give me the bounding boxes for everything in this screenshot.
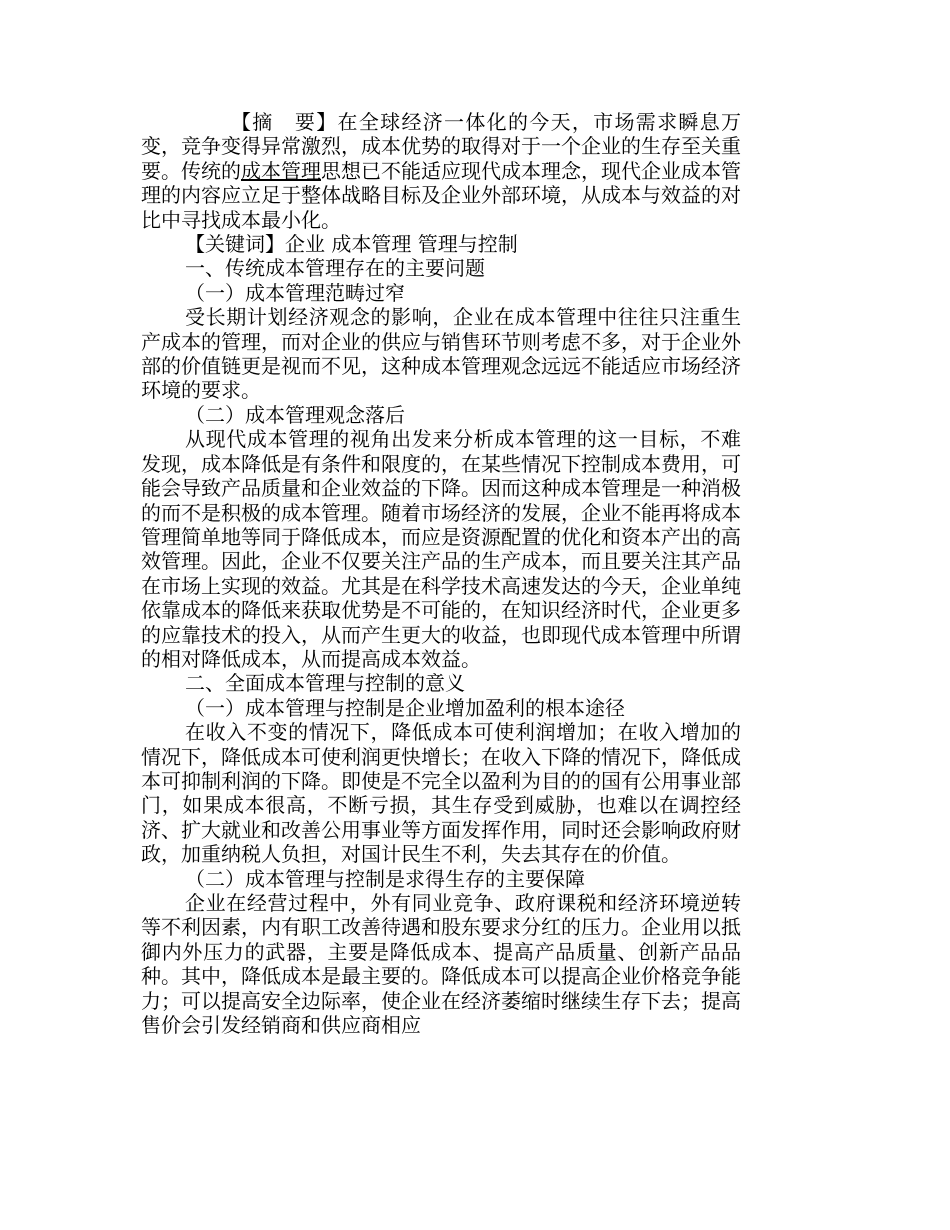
section-2-heading: 二、全面成本管理与控制的意义 [185,671,465,696]
document-body [141,110,741,1037]
cost-management-link[interactable]: 成本管理 [241,158,321,183]
abstract-label: 【摘 要】 [231,110,338,134]
section-1-2-paragraph: 从现代成本管理的视角出发来分析成本管理的这一目标，不难发现，成本降低是有条件和限度的，在某些情况下控制成本费用，可能会导致产品质量和企业效益的下降。因而这种成本管理是一种消极的而不是积极的成本管理。随着市场经济的发展，企业不能再将成本管理简单地等同于降低成本，而应是资源配置的优化和资本产出的高效管理。因此，企业不仅要关注产品的生产成本，而且要关注其产品在市场上实现的效益。尤其是在科学技术高速发达的今天，企业单纯依靠成本的降低来获取优势是不可能的，在知识经济时代，企业更多的应靠技术的投入，从而产生更大的收益，也即现代成本管理中所谓的相对降低成本，从而提高成本效益。 [141,427,741,671]
abstract-text-1: 在全球经济一体化的今天，市场需求瞬息万变，竞争变得异常激烈，成本优势的取得对于一个企业的生存至关重要。传统的 [141,110,742,183]
section-2-1-paragraph: 在收入不变的情况下，降低成本可使利润增加；在收入增加的情况下，降低成本可使利润更快增长；在收入下降的情况下，降低成本可抑制利润的下降。即使是不完全以盈利为目的的国有公用事业部门，如果成本很高，不断亏损，其生存受到威胁，也难以在调控经济、扩大就业和改善公用事业等方面发挥作用，同时还会影响政府财政，加重纳税人负担，对国计民生不利，失去其存在的价值。 [141,720,741,867]
section-1-heading: 一、传统成本管理存在的主要问题 [185,256,485,281]
abstract-text-2: 思想已不能适应现代成本理念，现代企业成本管理的内容应立足于整体战略目标及企业外部环境，从成本与效益的对比中寻找成本最小化。 [141,158,741,232]
section-2-2-heading: （二）成本管理与控制是求得生存的主要保障 [185,866,585,891]
abstract-paragraph [141,110,741,232]
section-2-2-paragraph: 企业在经营过程中，外有同业竞争、政府课税和经济环境逆转等不利因素，内有职工改善待遇和股东要求分红的压力。企业用以抵御内外压力的武器，主要是降低成本、提高产品质量、创新产品品种。其中，降低成本是最主要的。降低成本可以提高企业价格竞争能力；可以提高安全边际率，使企业在经济萎缩时继续生存下去；提高售价会引发经销商和供应商相应 [141,891,741,1038]
section-2-1-heading: （一）成本管理与控制是企业增加盈利的根本途径 [185,695,625,720]
keywords-line: 【关键词】企业 成本管理 管理与控制 [185,232,518,257]
section-1-1-paragraph: 受长期计划经济观念的影响，企业在成本管理中往往只注重生产成本的管理，而对企业的供应与销售环节则考虑不多，对于企业外部的价值链更是视而不见，这种成本管理观念远远不能适应市场经济环境的要求。 [141,305,741,403]
section-1-2-heading: （二）成本管理观念落后 [185,402,405,427]
section-1-1-heading: （一）成本管理范畴过窄 [185,280,405,305]
